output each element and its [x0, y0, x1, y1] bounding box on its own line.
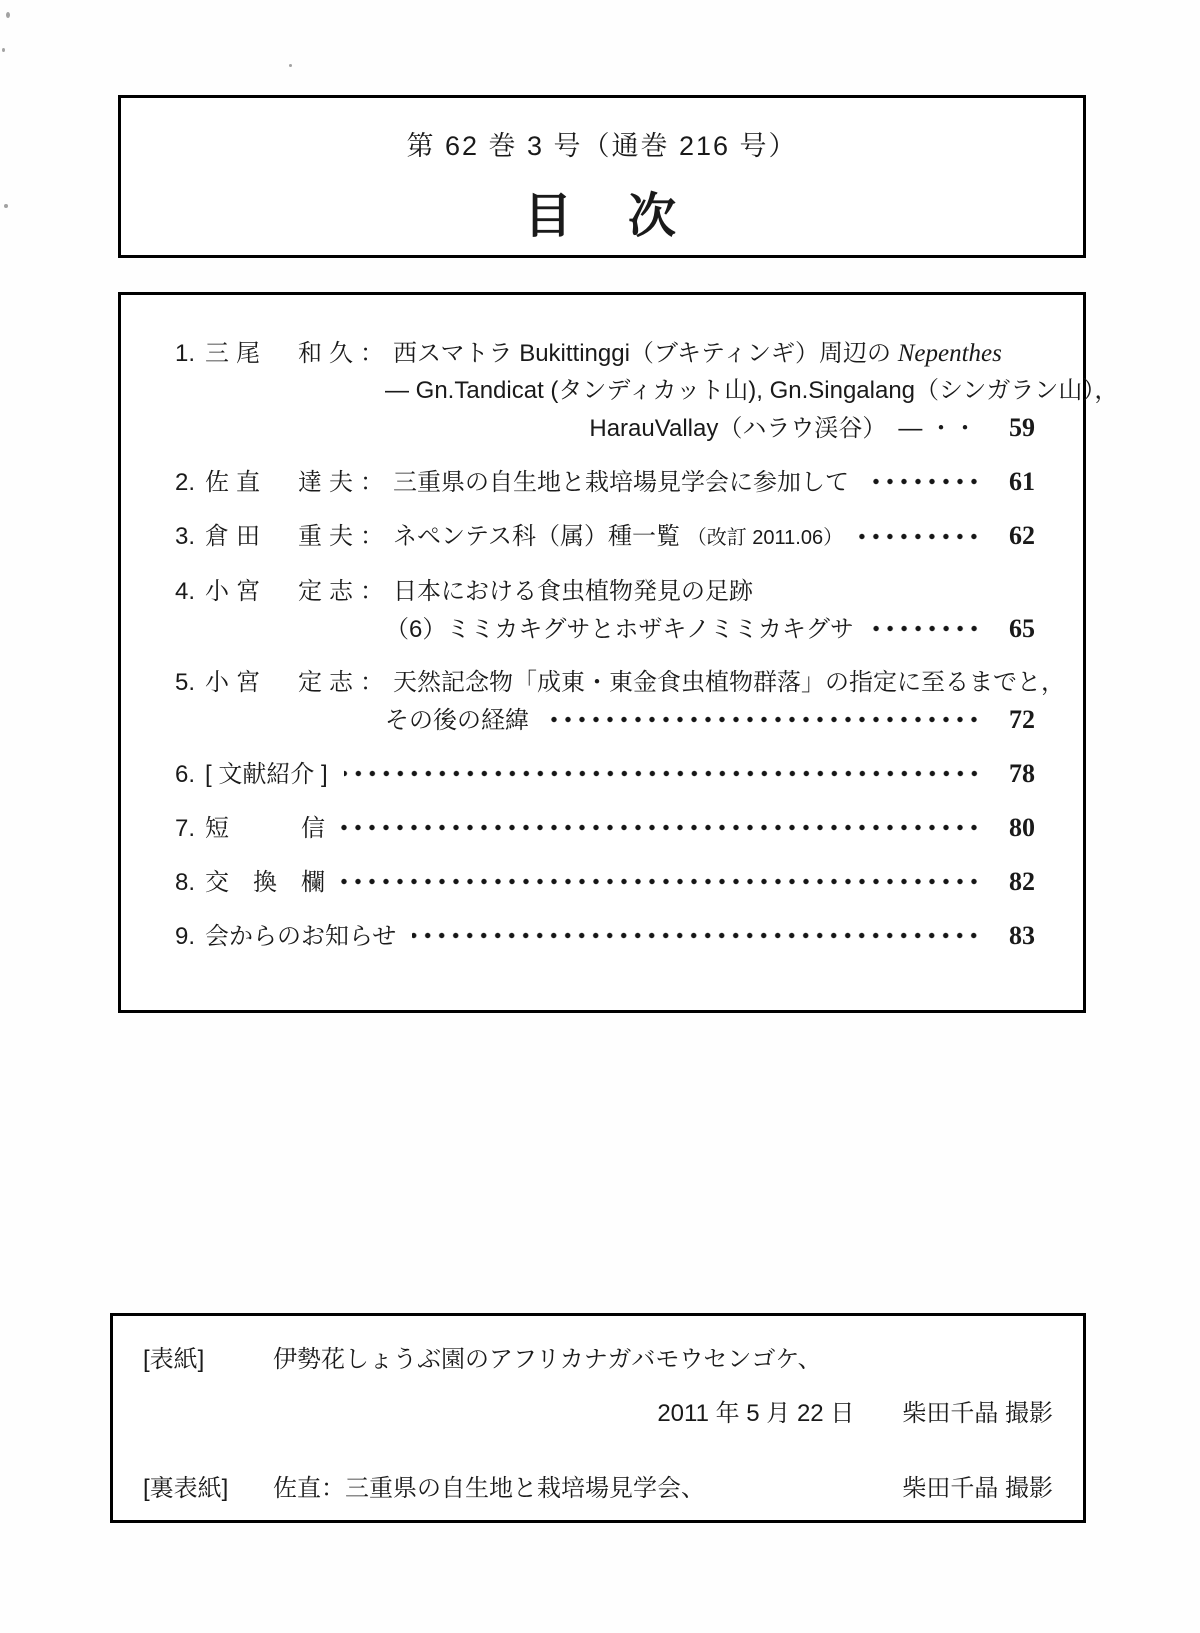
- toc-box: [118, 292, 1119, 1013]
- scan-speck: [2, 48, 5, 52]
- toc-entry-number: 5.: [175, 669, 196, 696]
- toc-entry-author: 三尾 和久：: [205, 340, 391, 367]
- cover-label: [裏表紙]: [143, 1475, 229, 1502]
- toc-entry-number: 8.: [175, 869, 196, 896]
- toc-entry-number: 2.: [175, 469, 196, 496]
- scan-speck: [289, 64, 292, 67]
- toc-entry-line: [385, 372, 1119, 409]
- toc-entry-line: [175, 517, 1035, 557]
- toc-entry-line: [385, 701, 1035, 739]
- toc-entry-note: （改訂 2011.06）: [686, 527, 844, 549]
- toc-entry-title: 日本における食虫植物発見の足跡: [393, 578, 753, 605]
- toc-page-number: 72: [1009, 705, 1035, 734]
- toc-entry: [175, 573, 1035, 648]
- toc-entry-number: 9.: [175, 923, 196, 950]
- dot-leader: [341, 877, 981, 886]
- toc-page-number: 59: [1009, 413, 1035, 442]
- toc-page-number: 61: [1009, 467, 1035, 496]
- toc-entry-line: [175, 664, 1065, 701]
- toc-entry-title: 会からのお知らせ: [205, 923, 397, 950]
- page-title: 目 次: [523, 190, 680, 243]
- toc-entry-author: 小宮 定志：: [205, 578, 391, 605]
- toc-entry: [175, 664, 1065, 739]
- toc-entry-title: ネペンテス科（属）種一覧 （改訂 2011.06）: [393, 523, 844, 550]
- toc-entry-line: [175, 809, 1035, 847]
- toc-page-number: 83: [1009, 921, 1035, 950]
- dot-leader: [859, 532, 981, 541]
- toc-entry-title: — Gn.Tandicat (タンディカット山), Gn.Singalang（シンガラン山），: [385, 377, 1119, 404]
- toc-entry: [175, 863, 1035, 901]
- toc-entry-title: 短 信: [205, 815, 325, 842]
- cover-description: 佐直：三重県の自生地と栽培場見学会、: [273, 1475, 705, 1502]
- toc-page-number: 80: [1009, 813, 1035, 842]
- toc-entry-title: 天然記念物「成東・東金食虫植物群落」の指定に至るまでと，: [393, 669, 1065, 696]
- toc-entry-line: [175, 863, 1035, 901]
- toc-entry-number: 4.: [175, 578, 196, 605]
- toc-entry: [175, 335, 1119, 447]
- toc-entry-author: 佐直 達夫：: [205, 469, 391, 496]
- toc-entry-title: HarauVallay（ハラウ渓谷） — ・・: [589, 415, 977, 442]
- toc-entry-line: [175, 755, 1035, 793]
- dot-leader: [870, 624, 981, 633]
- toc-entry: [175, 463, 1035, 501]
- footer-row: [143, 1473, 1053, 1505]
- toc-entry: [175, 917, 1035, 955]
- dot-leader: [412, 931, 981, 940]
- toc-entry-line: [175, 335, 1035, 372]
- issue-number-line: 第 62 巻 3 号（通巻 216 号）: [406, 131, 798, 161]
- toc-entry-author: 倉田 重夫：: [205, 523, 391, 550]
- footer-row: [143, 1398, 1053, 1430]
- cover-label: [表紙]: [143, 1346, 205, 1373]
- toc-page-number: 62: [1009, 521, 1035, 550]
- scan-speck: [4, 204, 8, 208]
- toc-entry-line: [175, 463, 1035, 501]
- toc-entry-line: [175, 917, 1035, 955]
- toc-page-number: 82: [1009, 867, 1035, 896]
- toc-entry-author: 小宮 定志：: [205, 669, 391, 696]
- footer-row: [143, 1344, 1053, 1376]
- toc-entry-title: その後の経緯: [385, 707, 529, 734]
- toc-entry-line: [175, 409, 1035, 447]
- toc-entry-title: 三重県の自生地と栽培場見学会に参加して: [393, 469, 849, 496]
- cover-credits: [143, 1344, 1053, 1505]
- toc-entry-number: 6.: [175, 761, 196, 788]
- photo-credit: 2011 年 5 月 22 日 柴田千晶 撮影: [657, 1400, 1053, 1427]
- dot-leader: [344, 769, 981, 778]
- cover-description: 伊勢花しょうぶ園のアフリカナガバモウセンゴケ、: [273, 1346, 822, 1373]
- scan-speck: [6, 12, 10, 18]
- toc-entry: [175, 755, 1035, 793]
- dot-leader: [341, 823, 981, 832]
- toc-page-number: 78: [1009, 759, 1035, 788]
- footer-box: [110, 1313, 1086, 1523]
- toc-entry-number: 3.: [175, 523, 196, 550]
- species-name-italic: Nepenthes: [897, 340, 1002, 367]
- photo-credit: 柴田千晶 撮影: [902, 1475, 1053, 1502]
- toc-entry-number: 7.: [175, 815, 196, 842]
- toc-entry: [175, 809, 1035, 847]
- toc-page-number: 65: [1009, 614, 1035, 643]
- dot-leader: [865, 477, 981, 486]
- dot-leader: [545, 715, 981, 724]
- toc-entry-line: [175, 573, 1035, 610]
- toc-list: [175, 335, 1119, 955]
- toc-entry-title: 交 換 欄: [205, 869, 325, 896]
- toc-entry: [175, 517, 1035, 557]
- header-box: [118, 95, 1086, 258]
- toc-entry-line: [385, 610, 1035, 648]
- toc-entry-number: 1.: [175, 340, 196, 367]
- toc-entry-title: （6）ミミカキグサとホザキノミミカキグサ: [385, 616, 854, 643]
- toc-entry-title: [ 文献紹介 ]: [205, 761, 328, 788]
- toc-entry-title: 西スマトラ Bukittinggi（ブキティンギ）周辺の Nepenthes: [393, 340, 1002, 367]
